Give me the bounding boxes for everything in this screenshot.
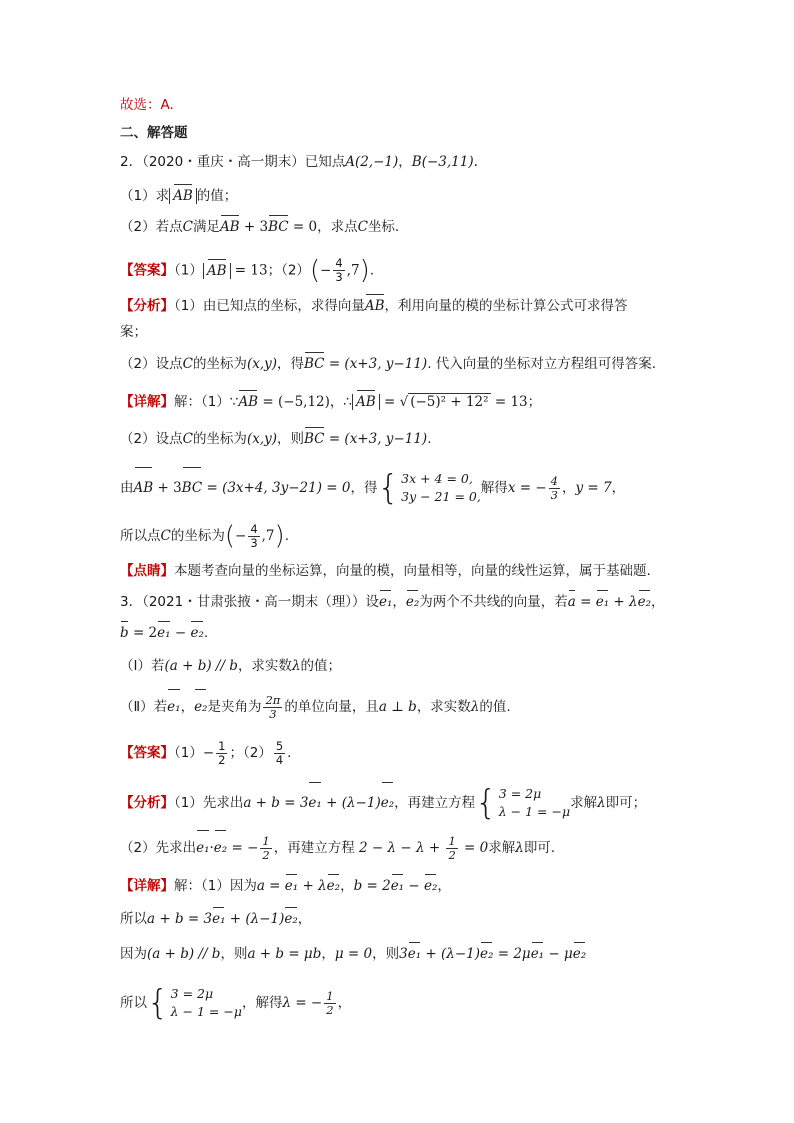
q3-answer: 【答案】（1）− $\frac{1}{2}$ ；（2） $\frac{5}{4}$ . bbox=[120, 738, 292, 767]
document-page: 故选：A. 二、解答题 2．（2020・重庆・高一期末）已知点A(2,−1)，B(−3,11). （1）求 AB 的值； （2）若点C满足AB + 3BC = 0，求点C坐标. 【答案】（1） AB = 13；（2）(− $\frac{4}{3}$ ,7). 【分析】（1）由已知点的坐标，求得向量AB，利用向量的模的坐标计算公式可求得答 案； （2）设点C的坐标为(x,y)，得BC = (x+3, y−11). 代入向量的坐标对立方程组可得答案. 【详解】解：（1）∵AB = (−5,12)，∴ AB = √ (−5)² + 12² = 13； （2）设点C的坐标为(x,y)，则BC = (x+3, y−11). 由AB + 3BC = (3x+4, 3y−21) = 0，得{ 3x + 4 = 0, 3y − 21 = 0, 解得x = − $\frac{4}{3}$ ，y = 7， 所以点C的坐标为(− $\frac{4}{3}$ ,7). 【点睛】本题考查向量的坐标运算，向量的模，向量相等，向量的线性运算，属于基础题. 3．（2021・甘肃张掖・高一期末（理））设e₁，e₂为两个不共线的向量，若a = e₁ + λe₂， b = 2e₁ − e₂. （Ⅰ）若(a + b) // b，求实数λ的值； （Ⅱ）若e₁，e₂是夹角为 $\frac{2\pi}{3}$ 的单位向量，且a ⊥ b，求实数λ的值. 【答案】（1）− $\frac{1}{2}$ ；（2） $\frac{5}{4}$ . 【分析】（1）先求出a + b = 3e₁ + (λ−1)e₂，再建立方程{ 3 = 2μ λ − 1 = −μ 求解λ即可； （2）先求出e₁·e₂ = − $\frac{1}{2}$ ，再建立方程 2 − λ − λ + $\frac{1}{2}$ = 0求解λ即可. 【详解】解：（1）因为a = e₁ + λe₂，b = 2e₁ − e₂， 所以a + b = 3e₁ + (λ−1)e₂， 因为(a + b) // b，则a + b = μb，μ = 0，则3e₁ + (λ−1)e₂ = 2μe₁ − μe₂ 所以{ 3 = 2μ λ − 1 = −μ ，解得λ = − $\frac{1}{2}$ ， bbox=[0, 0, 794, 1123]
details-label: 【详解】 bbox=[120, 878, 174, 894]
q3-part1: （Ⅰ）若(a + b) // b，求实数λ的值； bbox=[120, 658, 341, 674]
details-label: 【详解】 bbox=[120, 394, 174, 410]
q2-details: 【详解】解：（1）∵AB = (−5,12)，∴ AB = √ (−5)² + 12² = 13； bbox=[120, 394, 542, 410]
analysis-label: 【分析】 bbox=[120, 795, 174, 811]
q3-analysis: 【分析】（1）先求出a + b = 3e₁ + (λ−1)e₂，再建立方程{ 3 = 2μ λ − 1 = −μ 求解λ即可； bbox=[120, 783, 647, 823]
section-heading bbox=[120, 124, 694, 142]
q3-part2: （Ⅱ）若e₁，e₂是夹角为 $\frac{2\pi}{3}$ 的单位向量，且a ⊥ b，求实数λ的值. bbox=[120, 692, 511, 721]
q3-details: 【详解】解：（1）因为a = e₁ + λe₂，b = 2e₁ − e₂， bbox=[120, 878, 451, 894]
q3-heading: 3．（2021・甘肃张掖・高一期末（理））设e₁，e₂为两个不共线的向量，若a = e₁ + λe₂， bbox=[120, 594, 665, 610]
previous-answer-line bbox=[120, 96, 694, 114]
q2-heading: 2．（2020・重庆・高一期末）已知点A(2,−1)，B(−3,11). bbox=[120, 154, 478, 170]
analysis-label: 【分析】 bbox=[120, 298, 174, 314]
q2-part1: （1）求 AB 的值； bbox=[120, 188, 238, 204]
q2-point: 【点睛】本题考查向量的坐标运算，向量的模，向量相等，向量的线性运算，属于基础题. bbox=[120, 563, 651, 579]
section-heading-text: 二、解答题 bbox=[120, 125, 188, 141]
q2-answer: 【答案】（1） AB = 13；（2）(− $\frac{4}{3}$ ,7). bbox=[120, 255, 375, 286]
answer-label: 【答案】 bbox=[120, 745, 174, 761]
q2-analysis: 【分析】（1）由已知点的坐标，求得向量AB，利用向量的模的坐标计算公式可求得答 bbox=[120, 298, 628, 314]
answer-label: 【答案】 bbox=[120, 262, 174, 279]
q2-part2: （2）若点C满足AB + 3BC = 0，求点C坐标. bbox=[120, 219, 400, 235]
point-label: 【点睛】 bbox=[120, 563, 174, 579]
previous-answer-text: 故选：A. bbox=[120, 97, 174, 113]
